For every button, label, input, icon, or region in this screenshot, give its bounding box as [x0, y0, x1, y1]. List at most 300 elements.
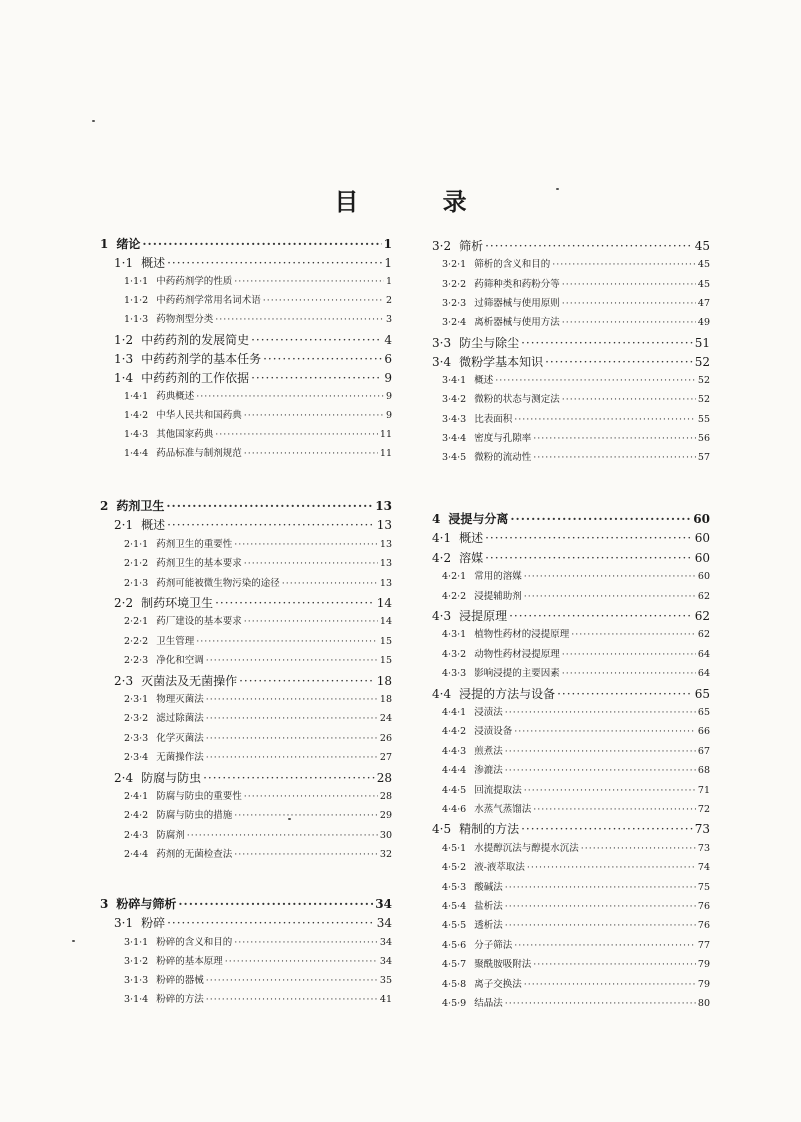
toc-entry-page: 13 [375, 499, 392, 513]
toc-leader-dots [282, 578, 378, 589]
toc-entry [124, 934, 392, 948]
toc-entry-page: 65 [694, 687, 710, 701]
toc-entry-page: 52 [694, 355, 710, 369]
toc-leader-dots [178, 897, 373, 911]
toc-entry-page: 71 [697, 785, 710, 796]
toc-leader-dots [215, 429, 378, 440]
toc-entry-page: 66 [697, 726, 710, 737]
toc-leader-dots [527, 862, 696, 873]
toc-entry-title: 常用的溶媒 [474, 571, 522, 582]
toc-leader-dots [215, 314, 384, 325]
toc-entry-number: 2·4·3 [124, 830, 149, 841]
toc-entry-number: 4·1 [432, 531, 452, 545]
toc-entry-number: 2·2·2 [124, 636, 149, 647]
toc-leader-dots [571, 629, 696, 640]
toc-entry [124, 555, 392, 569]
toc-entry [124, 536, 392, 550]
toc-entry-number: 4·3·3 [442, 668, 467, 679]
toc-entry [124, 388, 392, 402]
toc-leader-dots [557, 687, 693, 701]
toc-entry-page: 67 [697, 746, 710, 757]
toc-entry-number: 2·3 [114, 674, 134, 688]
toc-entry-number: 3·1 [114, 916, 134, 930]
toc-entry-number: 4 [432, 512, 441, 526]
toc-entry-title: 灭菌法及无菌操作 [141, 674, 238, 688]
toc-entry-title: 粉碎的含义和目的 [156, 937, 233, 948]
toc-entry-title: 防腐与防虫的重要性 [156, 791, 242, 802]
toc-entry [124, 311, 392, 325]
toc-leader-dots [251, 371, 382, 385]
toc-entry-title: 防腐与防虫 [141, 771, 202, 785]
toc-entry [114, 672, 392, 689]
toc-entry-number: 4·2·1 [442, 571, 467, 582]
toc-entry-page: 52 [697, 394, 710, 405]
toc-entry-page: 64 [697, 649, 710, 660]
toc-entry-title: 浸渍设备 [474, 726, 513, 737]
toc-entry-number: 2·1·2 [124, 558, 149, 569]
toc-entry [124, 292, 392, 306]
toc-entry-title: 概述 [141, 256, 166, 270]
toc-entry-number: 2·2·1 [124, 616, 149, 627]
toc-entry-page: 79 [697, 979, 710, 990]
toc-entry [432, 334, 710, 351]
toc-leader-dots [206, 694, 378, 705]
toc-entry-title: 其他国家药典 [156, 429, 214, 440]
toc-leader-dots [545, 355, 693, 369]
toc-entry [442, 917, 710, 931]
toc-entry-page: 14 [379, 616, 392, 627]
toc-entry-title: 药物剂型分类 [156, 314, 214, 325]
toc-entry [442, 976, 710, 990]
toc-entry-page: 55 [697, 414, 710, 425]
toc-entry-number: 4·5·4 [442, 901, 467, 912]
toc-entry-page: 2 [385, 295, 392, 306]
toc-entry-number: 1·4·2 [124, 410, 149, 421]
scan-speck [556, 188, 559, 190]
toc-leader-dots [510, 512, 691, 526]
toc-entry-number: 2·2 [114, 596, 134, 610]
toc-entry-page: 56 [697, 433, 710, 444]
toc-entry-page: 26 [379, 733, 392, 744]
toc-entry-title: 过筛器械与使用原则 [474, 298, 560, 309]
toc-entry [100, 235, 392, 252]
toc-entry-title: 粉碎与筛析 [116, 897, 177, 911]
toc-entry-title: 渗漉法 [474, 765, 503, 776]
toc-entry [442, 626, 710, 640]
toc-leader-dots [533, 452, 696, 463]
toc-entry-number: 1·2 [114, 333, 134, 347]
toc-entry-number: 3·1·2 [124, 956, 149, 967]
toc-entry [442, 879, 710, 893]
toc-entry-page: 24 [379, 713, 392, 724]
toc-leader-dots [206, 975, 378, 986]
toc-entry-number: 1·1·3 [124, 314, 149, 325]
toc-entry-number: 2 [100, 499, 109, 513]
toc-entry [124, 846, 392, 860]
toc-entry [124, 710, 392, 724]
toc-entry [100, 497, 392, 514]
toc-entry [442, 956, 710, 970]
toc-entry [442, 762, 710, 776]
toc-leader-dots [244, 558, 378, 569]
toc-entry-title: 概述 [459, 531, 484, 545]
toc-entry [114, 350, 392, 367]
toc-leader-dots [485, 531, 693, 545]
toc-leader-dots [562, 394, 696, 405]
toc-entry-title: 中药药剂学常用名词术语 [156, 295, 261, 306]
toc-entry-number: 3·3 [432, 336, 452, 350]
toc-entry-title: 卫生管理 [156, 636, 195, 647]
toc-leader-dots [244, 410, 384, 421]
toc-entry [442, 704, 710, 718]
toc-leader-dots [524, 979, 696, 990]
toc-entry [442, 430, 710, 444]
toc-entry-page: 45 [697, 259, 710, 270]
toc-entry [124, 613, 392, 627]
toc-entry-page: 11 [379, 448, 392, 459]
toc-entry-page: 76 [697, 901, 710, 912]
toc-leader-dots [234, 276, 384, 287]
toc-entry-page: 45 [694, 239, 710, 253]
toc-entry-number: 4·4·2 [442, 726, 467, 737]
toc-entry-title: 药剂卫生的基本要求 [156, 558, 242, 569]
toc-entry [432, 529, 710, 546]
toc-entry-number: 1·4·3 [124, 429, 149, 440]
toc-entry-page: 11 [379, 429, 392, 440]
toc-leader-dots [533, 804, 696, 815]
toc-entry-number: 4·2·2 [442, 591, 467, 602]
toc-entry-number: 4·5·1 [442, 843, 467, 854]
toc-entry [432, 607, 710, 624]
toc-entry-title: 中药药剂学的基本任务 [141, 352, 262, 366]
toc-leader-dots [495, 375, 696, 386]
toc-leader-dots [167, 518, 375, 532]
toc-entry-title: 药剂卫生的重要性 [156, 539, 233, 550]
toc-entry-title: 浸提与分离 [448, 512, 509, 526]
toc-entry-number: 4·5·6 [442, 940, 467, 951]
toc-entry-number: 3·4·5 [442, 452, 467, 463]
scan-speck [288, 818, 291, 820]
toc-entry-number: 4·5·2 [442, 862, 467, 873]
toc-entry-title: 中药药剂的发展简史 [141, 333, 250, 347]
toc-leader-dots [203, 771, 375, 785]
toc-entry-page: 1 [385, 276, 392, 287]
toc-entry-page: 34 [376, 916, 392, 930]
toc-entry [442, 372, 710, 386]
toc-leader-dots [234, 810, 378, 821]
toc-entry [442, 449, 710, 463]
toc-entry [114, 331, 392, 348]
toc-entry-title: 浸渍法 [474, 707, 503, 718]
toc-entry-title: 离析器械与使用方法 [474, 317, 560, 328]
toc-entry-number: 3·2·4 [442, 317, 467, 328]
toc-entry-title: 微粉学基本知识 [459, 355, 544, 369]
toc-entry-page: 74 [697, 862, 710, 873]
toc-entry-page: 18 [379, 694, 392, 705]
toc-entry-title: 浸提辅助剂 [474, 591, 522, 602]
toc-entry [442, 995, 710, 1009]
toc-entry [114, 769, 392, 786]
toc-entry-number: 3·2·2 [442, 279, 467, 290]
toc-entry [442, 665, 710, 679]
toc-entry-title: 粉碎 [141, 916, 166, 930]
toc-entry-number: 3·4·3 [442, 414, 467, 425]
toc-entry [432, 353, 710, 370]
toc-entry-page: 72 [697, 804, 710, 815]
toc-entry-title: 溶媒 [459, 551, 484, 565]
toc-entry-page: 34 [375, 897, 392, 911]
toc-entry-page: 34 [379, 956, 392, 967]
toc-entry-number: 4·5·7 [442, 959, 467, 970]
toc-entry-page: 62 [694, 609, 710, 623]
toc-entry-page: 9 [385, 391, 392, 402]
toc-entry-number: 2·1·3 [124, 578, 149, 589]
toc-leader-dots [244, 791, 378, 802]
toc-entry [442, 295, 710, 309]
toc-entry [124, 691, 392, 705]
toc-entry [442, 568, 710, 582]
toc-entry-page: 79 [697, 959, 710, 970]
toc-entry-page: 15 [379, 655, 392, 666]
toc-entry-number: 4·4·3 [442, 746, 467, 757]
toc-entry [114, 914, 392, 931]
toc-entry-number: 2·1 [114, 518, 134, 532]
toc-leader-dots [524, 785, 696, 796]
scan-speck [92, 120, 95, 122]
toc-entry-number: 4·3 [432, 609, 452, 623]
toc-entry-title: 化学灭菌法 [156, 733, 204, 744]
toc-entry-title: 药筛种类和药粉分等 [474, 279, 560, 290]
toc-entry-page: 14 [376, 596, 392, 610]
toc-entry [442, 801, 710, 815]
toc-entry-number: 3·1·3 [124, 975, 149, 986]
toc-entry-title: 筛析 [459, 239, 484, 253]
toc-entry [442, 646, 710, 660]
toc-entry-title: 密度与孔隙率 [474, 433, 532, 444]
toc-entry-number: 1·3 [114, 352, 134, 366]
toc-entry-number: 3·2·1 [442, 259, 467, 270]
toc-leader-dots [485, 239, 693, 253]
toc-entry [124, 730, 392, 744]
toc-entry-number: 2·4·1 [124, 791, 149, 802]
toc-entry-page: 62 [697, 591, 710, 602]
toc-entry [114, 594, 392, 611]
toc-leader-dots [562, 298, 696, 309]
toc-entry [442, 723, 710, 737]
toc-entry-title: 水提醇沉法与醇提水沉法 [474, 843, 579, 854]
toc-leader-dots [505, 746, 696, 757]
toc-leader-dots [142, 237, 381, 251]
toc-entry-page: 76 [697, 920, 710, 931]
toc-entry [442, 782, 710, 796]
toc-entry [114, 369, 392, 386]
toc-entry-page: 1 [384, 256, 392, 270]
toc-entry-page: 80 [697, 998, 710, 1009]
toc-entry-number: 4·5·8 [442, 979, 467, 990]
toc-leader-dots [524, 591, 696, 602]
toc-entry-title: 浸提原理 [459, 609, 508, 623]
toc-leader-dots [562, 649, 696, 660]
scan-speck [72, 940, 75, 942]
toc-entry-page: 73 [694, 822, 710, 836]
toc-entry-title: 离子交换法 [474, 979, 522, 990]
toc-entry-number: 1·1·2 [124, 295, 149, 306]
toc-entry-page: 35 [379, 975, 392, 986]
toc-entry-title: 物理灭菌法 [156, 694, 204, 705]
toc-leader-dots [505, 707, 696, 718]
toc-leader-dots [206, 994, 378, 1005]
toc-entry-title: 防尘与除尘 [459, 336, 520, 350]
toc-entry-page: 47 [697, 298, 710, 309]
toc-entry-number: 3·2·3 [442, 298, 467, 309]
toc-entry [124, 827, 392, 841]
toc-entry-page: 4 [384, 333, 392, 347]
toc-entry-number: 2·4 [114, 771, 134, 785]
toc-entry [442, 256, 710, 270]
toc-leader-dots [206, 752, 378, 763]
toc-entry-number: 1·4·4 [124, 448, 149, 459]
toc-leader-dots [533, 959, 696, 970]
toc-entry-number: 3·2 [432, 239, 452, 253]
toc-entry-title: 盐析法 [474, 901, 503, 912]
toc-entry [432, 820, 710, 837]
toc-entry-page: 18 [376, 674, 392, 688]
toc-leader-dots [514, 940, 696, 951]
toc-entry-title: 聚酰胺吸附法 [474, 959, 532, 970]
toc-entry-title: 筛析的含义和目的 [474, 259, 551, 270]
toc-entry-number: 2·3·3 [124, 733, 149, 744]
toc-leader-dots [521, 336, 693, 350]
toc-entry-number: 2·4·2 [124, 810, 149, 821]
toc-entry-title: 透析法 [474, 920, 503, 931]
toc-entry-title: 净化和空调 [156, 655, 204, 666]
toc-entry-page: 29 [379, 810, 392, 821]
toc-entry [124, 953, 392, 967]
toc-entry [432, 685, 710, 702]
toc-entry-page: 34 [379, 937, 392, 948]
toc-entry-number: 1·1·1 [124, 276, 149, 287]
toc-entry-title: 动物性药材浸提原理 [474, 649, 560, 660]
toc-entry-number: 1·4 [114, 371, 134, 385]
toc-entry [442, 743, 710, 757]
toc-leader-dots [514, 726, 696, 737]
toc-entry-number: 2·3·4 [124, 752, 149, 763]
toc-entry-number: 4·4·6 [442, 804, 467, 815]
toc-entry-title: 药品标准与制剂规范 [156, 448, 242, 459]
toc-entry [442, 859, 710, 873]
toc-entry-number: 2·4·4 [124, 849, 149, 860]
toc-entry-number: 4·5 [432, 822, 452, 836]
toc-leader-dots [244, 448, 378, 459]
toc-entry [124, 273, 392, 287]
toc-entry-title: 浸提的方法与设备 [459, 687, 556, 701]
toc-entry [114, 254, 392, 271]
toc-leader-dots [167, 916, 375, 930]
toc-entry-page: 49 [697, 317, 710, 328]
toc-leader-dots [581, 843, 696, 854]
toc-entry-number: 1 [100, 237, 109, 251]
toc-leader-dots [196, 636, 378, 647]
toc-leader-dots [196, 391, 384, 402]
toc-entry-title: 酸碱法 [474, 882, 503, 893]
toc-entry-page: 60 [694, 531, 710, 545]
toc-leader-dots [562, 668, 696, 679]
toc-entry-page: 62 [697, 629, 710, 640]
toc-leader-dots [187, 830, 378, 841]
toc-entry [442, 314, 710, 328]
toc-entry-number: 4·4·4 [442, 765, 467, 776]
toc-leader-dots [505, 920, 696, 931]
toc-leader-dots [509, 609, 693, 623]
toc-entry-title: 比表面积 [474, 414, 513, 425]
toc-entry [124, 633, 392, 647]
toc-leader-dots [215, 596, 375, 610]
toc-entry-page: 64 [697, 668, 710, 679]
page-title: 目 录 [334, 187, 505, 216]
toc-entry-number: 3·4·1 [442, 375, 467, 386]
toc-entry-title: 中药药剂的工作依据 [141, 371, 250, 385]
toc-leader-dots [263, 352, 382, 366]
toc-leader-dots [533, 433, 696, 444]
toc-entry-title: 影响浸提的主要因素 [474, 668, 560, 679]
toc-entry-title: 水蒸气蒸馏法 [474, 804, 532, 815]
toc-entry [124, 575, 392, 589]
toc-leader-dots [521, 822, 693, 836]
toc-entry-title: 药典概述 [156, 391, 195, 402]
toc-entry-title: 中药药剂学的性质 [156, 276, 233, 287]
toc-leader-dots [505, 998, 696, 1009]
toc-entry-title: 概述 [474, 375, 494, 386]
toc-entry [432, 237, 710, 254]
toc-entry-page: 60 [693, 512, 710, 526]
toc-entry [442, 840, 710, 854]
toc-entry-number: 3·4 [432, 355, 452, 369]
toc-entry [124, 749, 392, 763]
toc-entry [432, 510, 710, 527]
toc-entry-number: 4·5·9 [442, 998, 467, 1009]
toc-entry-page: 30 [379, 830, 392, 841]
toc-entry [124, 652, 392, 666]
toc-entry-page: 68 [697, 765, 710, 776]
toc-entry-title: 微粉的流动性 [474, 452, 532, 463]
toc-leader-dots [552, 259, 696, 270]
toc-entry-title: 回流提取法 [474, 785, 522, 796]
toc-entry [442, 937, 710, 951]
toc-entry [114, 516, 392, 533]
toc-entry [124, 807, 392, 821]
toc-entry [432, 549, 710, 566]
toc-entry-page: 13 [379, 539, 392, 550]
toc-entry-number: 4·4 [432, 687, 452, 701]
toc-leader-dots [485, 551, 693, 565]
toc-leader-dots [239, 674, 375, 688]
toc-entry-page: 9 [384, 371, 392, 385]
toc-leader-dots [206, 733, 378, 744]
toc-entry-page: 45 [697, 279, 710, 290]
toc-entry-number: 2·3·2 [124, 713, 149, 724]
toc-entry-number: 4·4·5 [442, 785, 467, 796]
toc-leader-dots [206, 655, 378, 666]
toc-entry-title: 粉碎的方法 [156, 994, 204, 1005]
toc-leader-dots [514, 414, 696, 425]
toc-entry-page: 13 [379, 558, 392, 569]
toc-entry [124, 788, 392, 802]
toc-entry-number: 1·1 [114, 256, 134, 270]
toc-entry-number: 3·1·4 [124, 994, 149, 1005]
toc-entry-page: 13 [379, 578, 392, 589]
toc-entry-number: 4·4·1 [442, 707, 467, 718]
toc-entry-title: 结晶法 [474, 998, 503, 1009]
